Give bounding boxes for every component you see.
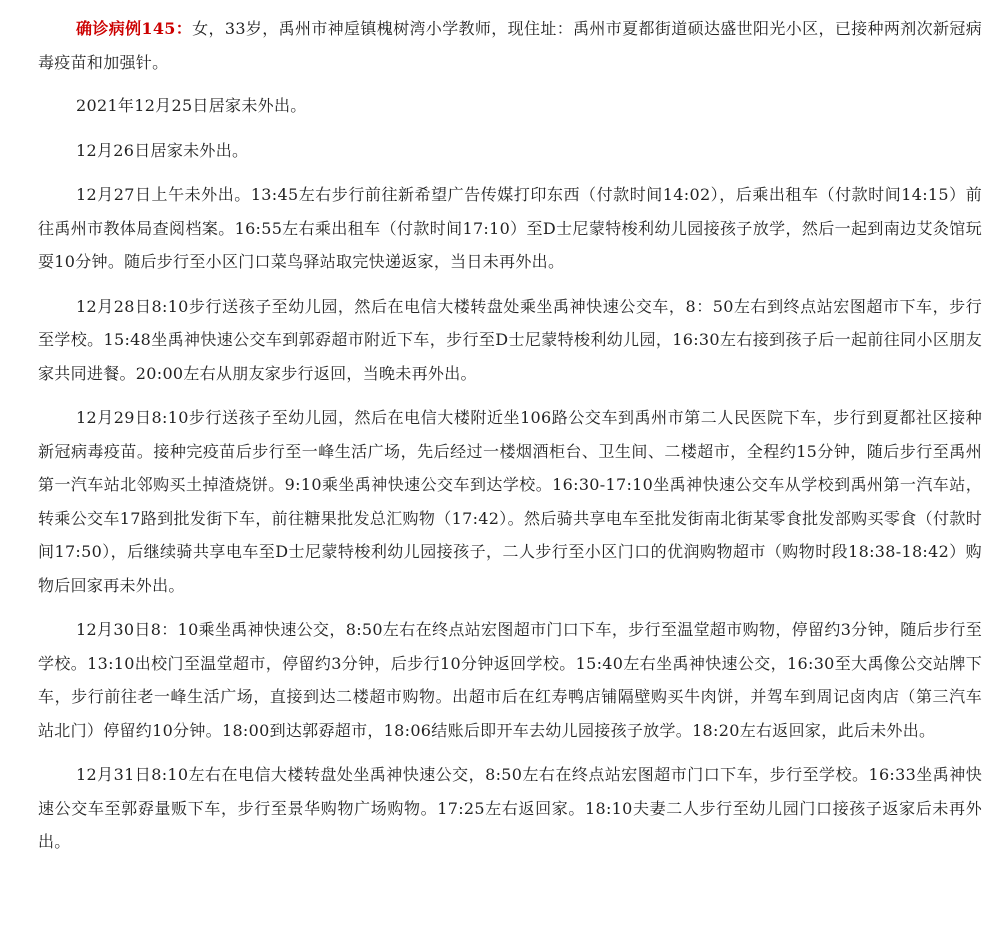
case-intro-text: 女，33岁，禹州市神垕镇槐树湾小学教师，现住址：禹州市夏都街道硕达盛世阳光小区，已接种两剂次新冠病毒疫苗和加强针。 bbox=[38, 19, 982, 72]
itinerary-paragraph-dec-27: 12月27日上午未外出。13:45左右步行前往新希望广告传媒打印东西（付款时间14:02），后乘出租车（付款时间14:15）前往禹州市教体局查阅档案。16:55左右乘出租车（付款时间17:10）至D士尼蒙特梭利幼儿园接孩子放学，然后一起到南边艾灸馆玩耍10分钟。随后步行至小区门口菜鸟驿站取完快递返家，当日未再外出。 bbox=[38, 185, 982, 271]
itinerary-paragraph-dec-26: 12月26日居家未外出。 bbox=[76, 140, 249, 160]
case-intro-paragraph bbox=[38, 12, 982, 79]
itinerary-paragraph-dec-30: 12月30日8：10乘坐禹神快速公交，8:50左右在终点站宏图超市门口下车，步行至温堂超市购物，停留约3分钟，随后步行至学校。13:10出校门至温堂超市，停留约3分钟，后步行10分钟返回学校。15:40左右坐禹神快速公交，16:30至大禹像公交站牌下车，步行前往老一峰生活广场，直接到达二楼超市购物。出超市后在红寿鸭店铺隔壁购买牛肉饼，并驾车到周记卤肉店（第三汽车站北门）停留约10分钟。18:00到达郭孬超市，18:06结账后即开车去幼儿园接孩子放学。18:20左右返回家，此后未外出。 bbox=[38, 620, 982, 740]
itinerary-paragraph-dec-31: 12月31日8:10左右在电信大楼转盘处坐禹神快速公交，8:50左右在终点站宏图超市门口下车，步行至学校。16:33坐禹神快速公交车至郭孬量贩下车，步行至景华购物广场购物。17:25左右返回家。18:10夫妻二人步行至幼儿园门口接孩子返家后未再外出。 bbox=[38, 765, 982, 851]
itinerary-paragraph-dec-28: 12月28日8:10步行送孩子至幼儿园，然后在电信大楼转盘处乘坐禹神快速公交车，8：50左右到终点站宏图超市下车，步行至学校。15:48坐禹神快速公交车到郭孬超市附近下车，步行至D士尼蒙特梭利幼儿园，16:30左右接到孩子后一起前往同小区朋友家共同进餐。20:00左右从朋友家步行返回，当晚未再外出。 bbox=[38, 296, 982, 383]
case-label: 确诊病例145： bbox=[76, 19, 193, 38]
itinerary-paragraph-dec-25: 2021年12月25日居家未外出。 bbox=[76, 96, 307, 115]
itinerary-paragraph-dec-29: 12月29日8:10步行送孩子至幼儿园，然后在电信大楼附近坐106路公交车到禹州市第二人民医院下车，步行到夏都社区接种新冠病毒疫苗。接种完疫苗后步行至一峰生活广场，先后经过一楼烟酒柜台、卫生间、二楼超市，全程约15分钟，随后步行至禹州第一汽车站北邻购买土掉渣烧饼。9:10乘坐禹神快速公交车到达学校。16:30-17:10坐禹神快速公交车从学校到禹州第一汽车站，转乘公交车17路到批发街下车，前往糖果批发总汇购物（17:42）。然后骑共享电车至批发街南北街某零食批发部购买零食（付款时间17:50），后继续骑共享电车至D士尼蒙特梭利幼儿园接孩子，二人步行至小区门口的优润购物超市（购物时段18:38-18:42）购物后回家再未外出。 bbox=[38, 408, 982, 595]
